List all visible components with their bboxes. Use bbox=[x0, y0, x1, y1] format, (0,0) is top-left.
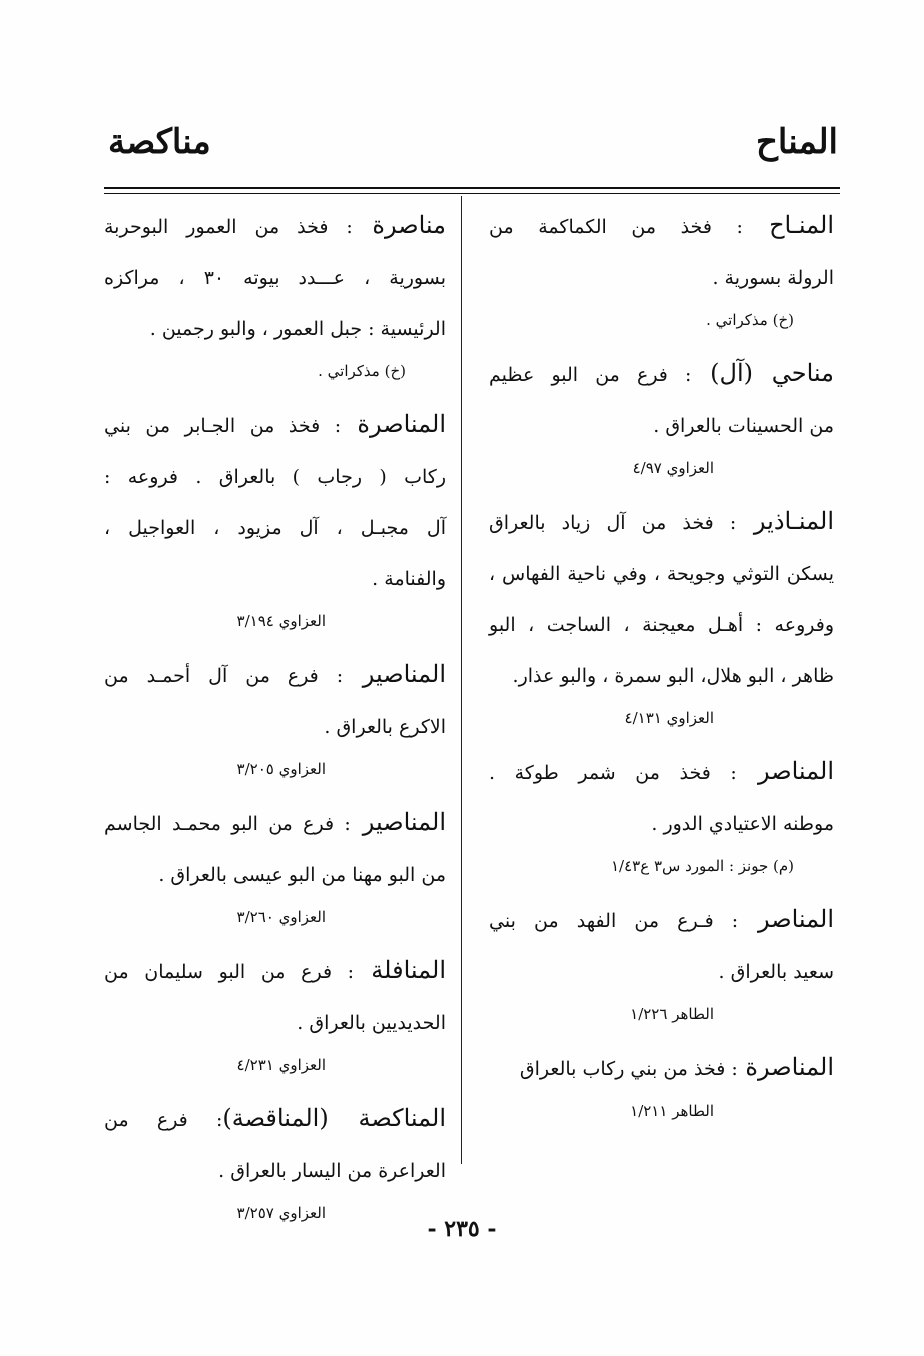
entry-text-line: يسكن التوثي وجويحة ، وفي ناحية الفهاس ، bbox=[489, 563, 834, 585]
entry-headword-line: المناصر : فخذ من شمر طوكة . bbox=[489, 757, 834, 785]
column-divider bbox=[461, 196, 462, 1164]
entry-source: (خ) مذكراتي . bbox=[706, 311, 794, 329]
dictionary-entry bbox=[489, 1042, 834, 1127]
running-head-right: المناح bbox=[755, 122, 838, 162]
dictionary-entry bbox=[489, 348, 834, 484]
entry-text-line: الاكرع بالعراق . bbox=[324, 716, 446, 738]
dictionary-entry bbox=[104, 1093, 446, 1229]
entry-reference: الطاهر ١/٢١١ bbox=[630, 1102, 714, 1120]
entry-reference: العزاوي ٤/٢٣١ bbox=[236, 1056, 326, 1074]
entry-headword-line: المنافلة : فرع من البو سليمان من bbox=[104, 956, 447, 984]
entry-headword-line: المناصر : فـرع من الفهد من بني bbox=[489, 905, 834, 933]
page-number: - ٢٣٥ - bbox=[427, 1216, 497, 1242]
entry-text-line: وفروعه : أهـل معيجنة ، الساجت ، البو bbox=[489, 614, 834, 636]
dictionary-entry bbox=[104, 945, 446, 1081]
entry-headword-line: المناصرة : فخذ من الجـابر من بني bbox=[104, 410, 446, 438]
right-column bbox=[489, 200, 834, 1139]
running-head-left: مناكصة bbox=[108, 122, 211, 162]
entry-headword-line: مناحي (آل) : فرع من البو عظيم bbox=[489, 359, 835, 387]
entry-headword-line: المنـاذير : فخذ من آل زياد بالعراق bbox=[489, 507, 834, 535]
entry-text-line: الرئيسية : جبل العمور ، والبو رجمين . bbox=[149, 318, 446, 340]
entry-headword-line: مناصرة : فخذ من العمور البوحربة bbox=[104, 211, 446, 239]
entry-headword-line: المناصير : فرع من آل أحمـد من bbox=[104, 660, 447, 688]
entry-text-line: سعيد بالعراق . bbox=[718, 961, 834, 983]
dictionary-entry bbox=[104, 797, 446, 933]
entry-source: (خ) مذكراتي . bbox=[318, 362, 406, 380]
entry-reference: العزاوي ٣/١٩٤ bbox=[236, 612, 326, 630]
entry-text-line: ركاب ( رجاب ) بالعراق . فروعه : bbox=[104, 466, 446, 488]
entry-reference: العزاوي ٣/٢٠٥ bbox=[236, 760, 326, 778]
entry-headword-line: المناصرة : فخذ من بني ركاب بالعراق bbox=[519, 1053, 834, 1081]
entry-text-line: من الحسينات بالعراق . bbox=[653, 415, 834, 437]
entry-text-line: الحديديين بالعراق . bbox=[297, 1012, 446, 1034]
entry-reference: العزاوي ٤/١٣١ bbox=[624, 709, 714, 727]
entry-reference: العزاوي ٣/٢٦٠ bbox=[236, 908, 326, 926]
dictionary-entry bbox=[104, 399, 446, 637]
dictionary-entry bbox=[104, 649, 446, 785]
entry-text-line: العراعرة من اليسار بالعراق . bbox=[218, 1160, 446, 1182]
left-column bbox=[104, 200, 446, 1241]
dictionary-entry bbox=[489, 200, 834, 336]
entry-text-line: ظاهر ، البو هلال، البو سمرة ، والبو عذار. bbox=[512, 665, 834, 687]
header-rule bbox=[104, 187, 840, 189]
dictionary-entry bbox=[104, 200, 446, 387]
entry-text-line: من البو مهنا من البو عيسى بالعراق . bbox=[158, 864, 446, 886]
entry-headword-line: المنـاح : فخذ من الكماكمة من bbox=[489, 211, 834, 239]
entry-headword-line: المناصير : فرع من البو محمـد الجاسم bbox=[104, 808, 446, 836]
dictionary-entry bbox=[489, 746, 834, 882]
entry-headword-line: المناكصة (المناقصة): فرع من bbox=[104, 1104, 447, 1132]
entry-text-line: الرولة بسورية . bbox=[712, 267, 834, 289]
entry-text-line: بسورية ، عـــدد بيوته ٣٠ ، مراكزه bbox=[104, 267, 446, 289]
dictionary-entry bbox=[489, 496, 834, 734]
entry-reference: العزاوي ٣/٢٥٧ bbox=[236, 1204, 326, 1222]
entry-text-line: موطنه الاعتيادي الدور . bbox=[651, 813, 834, 835]
dictionary-entry bbox=[489, 894, 834, 1030]
entry-source: (م) جونز : المورد س٣ ع١/٤٣ bbox=[611, 857, 794, 875]
entry-reference: العزاوي ٤/٩٧ bbox=[632, 459, 714, 477]
entry-reference: الطاهر ١/٢٢٦ bbox=[630, 1005, 714, 1023]
header-rule-thin bbox=[104, 193, 840, 194]
entry-text-line: والفنامة . bbox=[372, 568, 446, 590]
entry-text-line: آل مجبـل ، آل مزيود ، العواجيل ، bbox=[104, 517, 446, 539]
